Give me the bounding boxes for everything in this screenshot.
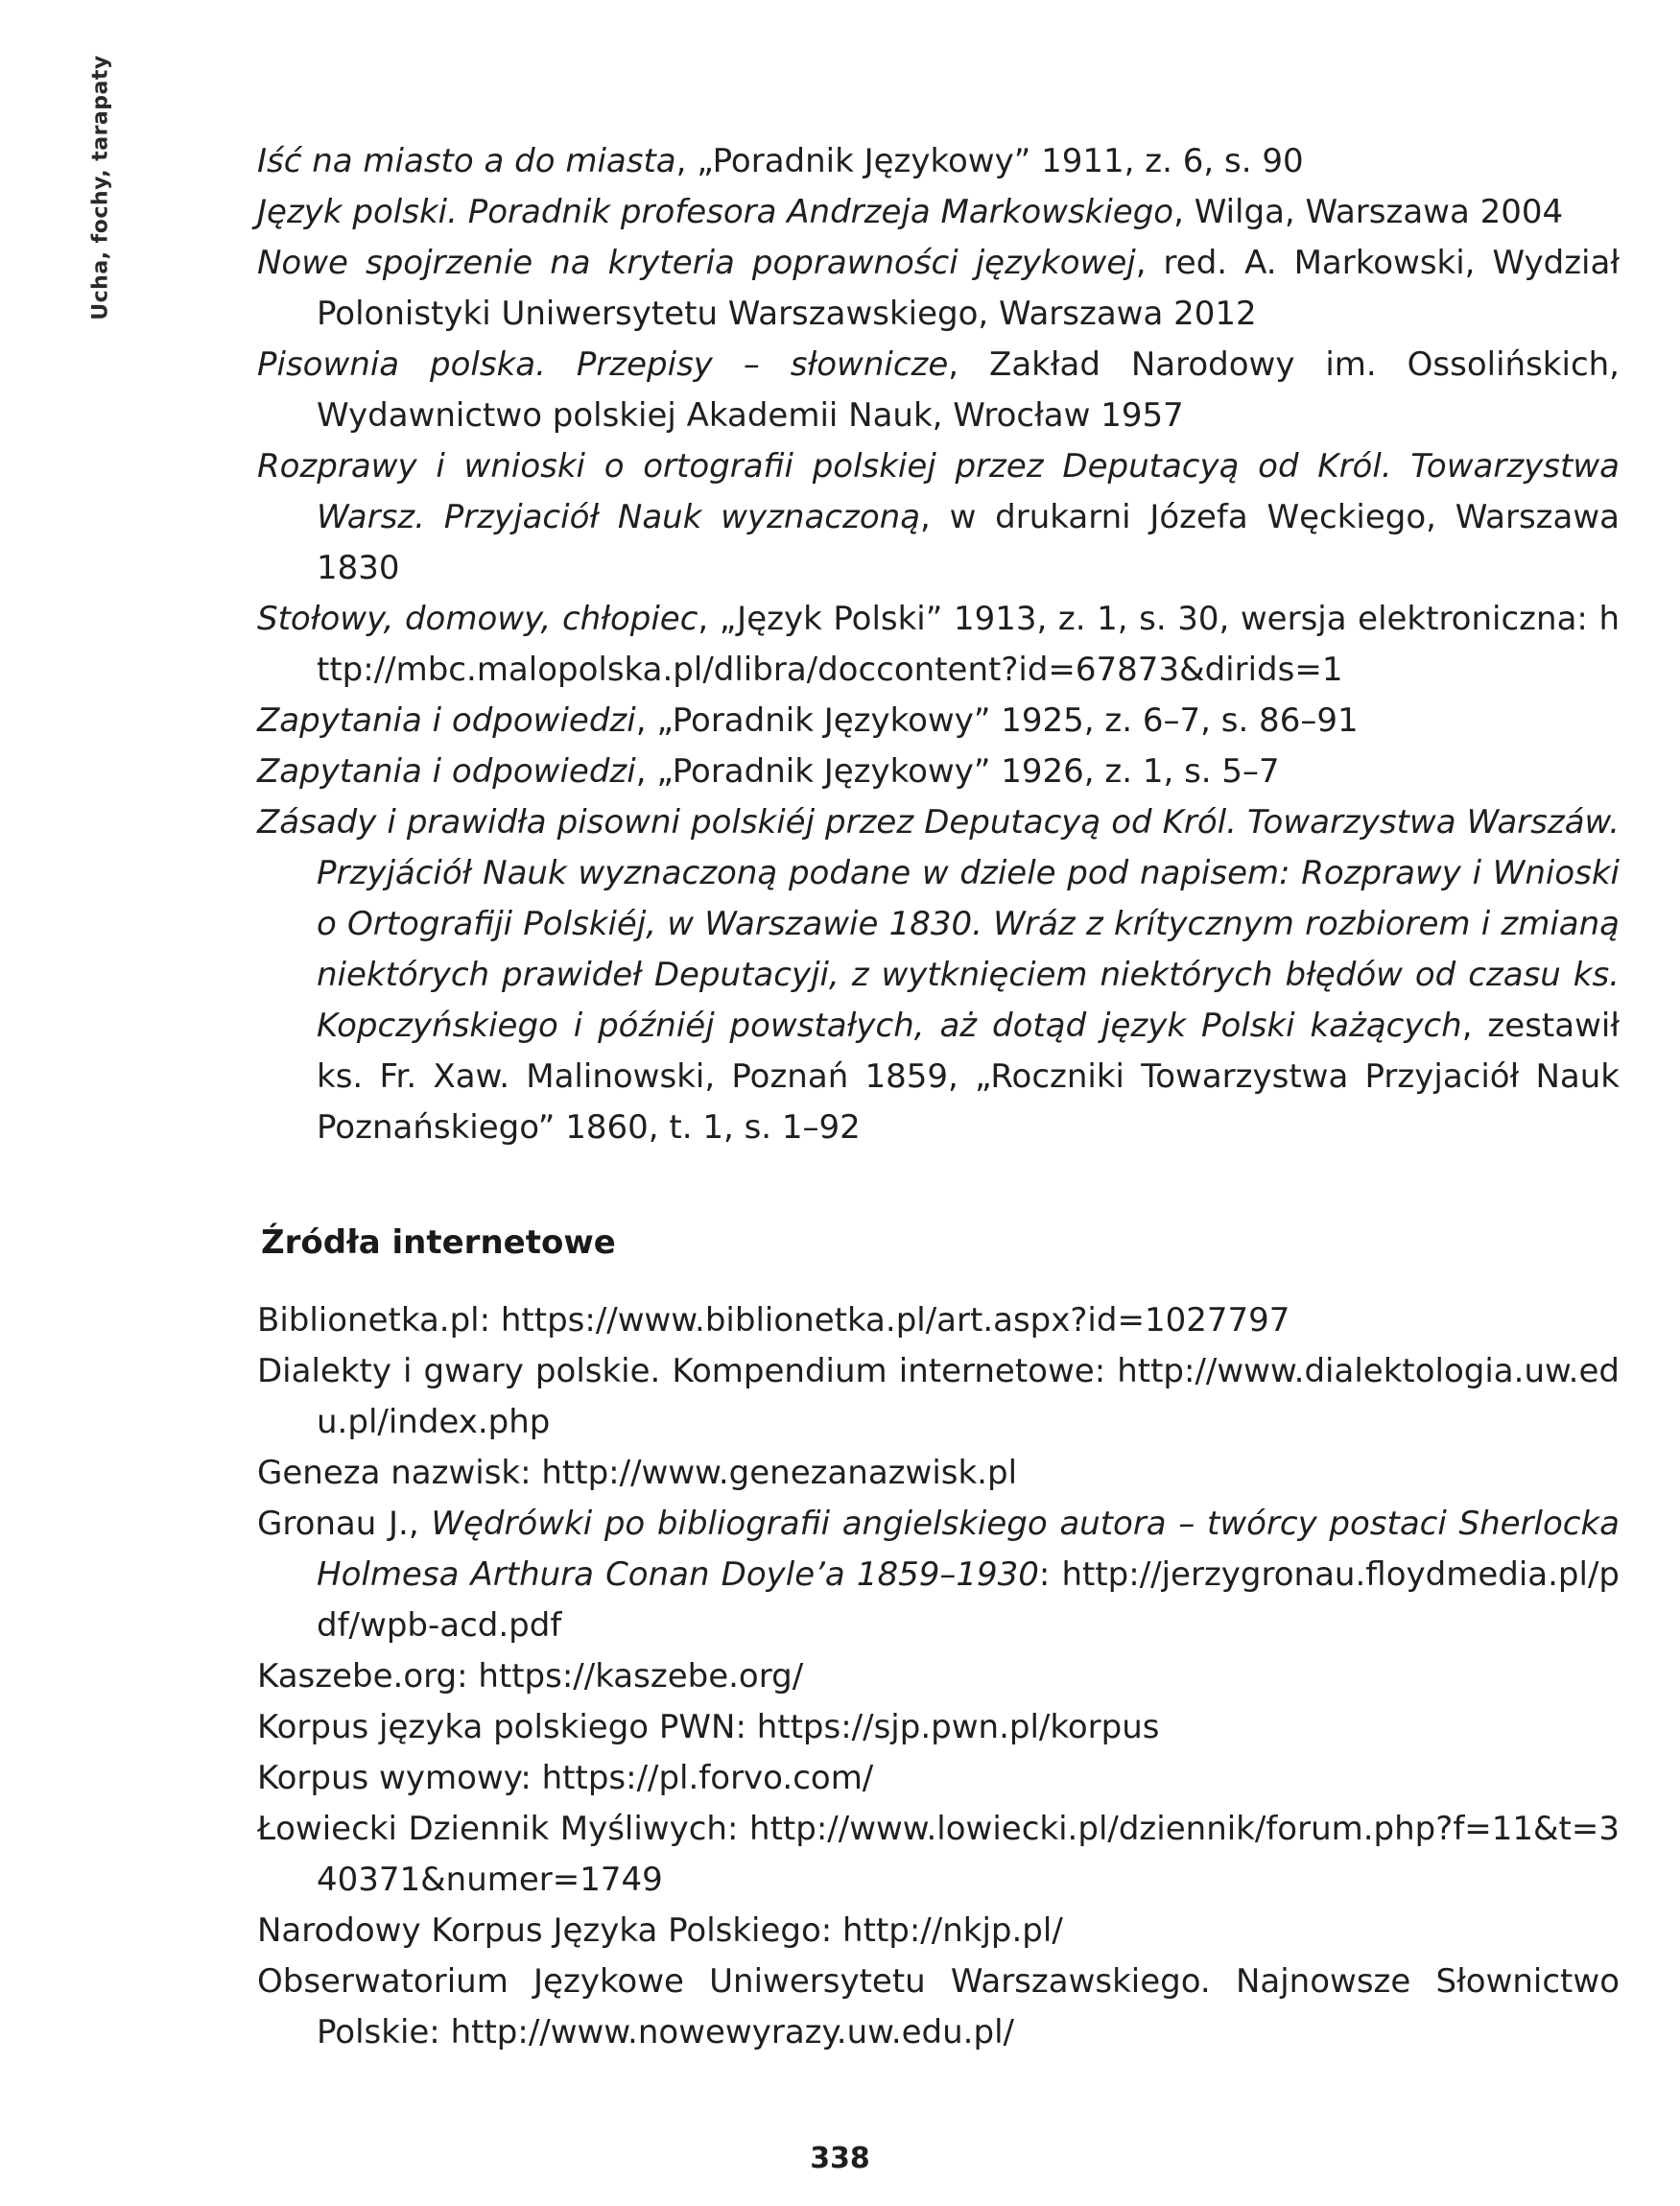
entry-text: Geneza nazwisk: http://www.genezanazwisk.pl [257,1454,1018,1492]
entry-details: , Zakład Narodowy im. Ossolińskich, Wydawnictwo polskiej Akademii Nauk, Wrocław 1957 [317,345,1620,435]
internet-source-entry [257,1651,1620,1702]
entry-text: Korpus wymowy: https://pl.forvo.com/ [257,1759,874,1797]
entry-details: , „Język Polski” 1913, z. 1, s. 30, wersja elektroniczna: http://mbc.malopolska.pl/dlibra/doccontent?id=67873&dirids=1 [317,600,1620,689]
internet-source-entry [257,1448,1620,1499]
entry-title: Zapytania i odpowiedzi [257,701,636,740]
entry-details: , „Poradnik Językowy” 1911, z. 6, s. 90 [675,142,1304,180]
entry-details: , „Poradnik Językowy” 1926, z. 1, s. 5–7 [635,752,1280,791]
bibliography-entry [257,136,1620,187]
internet-source-entry [257,1753,1620,1804]
entry-text: Biblionetka.pl: https://www.biblionetka.pl/art.aspx?id=1027797 [257,1301,1290,1340]
entry-title: Język polski. Poradnik profesora Andrzeja Markowskiego [257,193,1174,231]
entry-text: Korpus języka polskiego PWN: https://sjp.pwn.pl/korpus [257,1708,1160,1746]
internet-source-entry [257,1295,1620,1346]
entry-details: , red. A. Markowski, Wydział Polonistyki Uniwersytetu Warszawskiego, Warszawa 2012 [317,244,1621,333]
entry-details: , w drukarni Józefa Węckiego, Warszawa 1830 [317,498,1620,587]
section-heading-internet-sources: Źródła internetowe [261,1223,616,1262]
bibliography-entry [257,441,1620,594]
entry-url: : http://jerzygronau.floydmedia.pl/pdf/wpb-acd.pdf [317,1555,1620,1645]
entry-text: Obserwatorium Językowe Uniwersytetu Warszawskiego. Najnowsze Słownictwo Polskie: http://www.nowewyrazy.uw.edu.pl/ [257,1962,1620,2052]
entry-title: Nowe spojrzenie na kryteria poprawności językowej [257,244,1136,282]
entry-text: Kaszebe.org: https://kaszebe.org/ [257,1657,804,1696]
bibliography-entry [257,594,1620,696]
bibliography-entry [257,696,1620,747]
running-head [79,29,123,345]
entry-details: , „Poradnik Językowy” 1925, z. 6–7, s. 86–91 [635,701,1359,740]
entry-text: Narodowy Korpus Języka Polskiego: http://nkjp.pl/ [257,1911,1063,1950]
entry-title: Zásady i prawidła pisowni polskiéj przez Deputacyą od Król. Towarzystwa Warszáw. Przyjációł Nauk wyznaczoną podane w dziele pod napisem: Rozprawy i Wnioski o Ortografiji Polskiéj, w Warszawie 1830. Wráz z krítycznym rozbiorem i zmianą niektórych prawideł Deputacyji, z wytknięciem niektórych błędów od czasu ks. Kopczyńskiego i późniéj powstałych, aż dotąd język Polski każących [257,803,1620,1045]
entry-title: Zapytania i odpowiedzi [257,752,636,791]
bibliography-entry [257,187,1620,238]
entry-title: Stołowy, domowy, chłopiec [257,600,698,638]
running-head-text: Ucha, fochy, tarapaty [88,54,113,320]
internet-sources-list [257,1295,1620,2058]
internet-source-entry [257,1957,1620,2058]
entry-details: , zestawił ks. Fr. Xaw. Malinowski, Poznań 1859, „Roczniki Towarzystwa Przyjaciół Nauk Poznańskiego” 1860, t. 1, s. 1–92 [317,1007,1620,1147]
entry-text: Dialekty i gwary polskie. Kompendium internetowe: http://www.dialektologia.uw.edu.pl/index.php [257,1352,1620,1441]
internet-source-entry [257,1702,1620,1753]
bibliography-entry [257,797,1620,1153]
entry-details: , Wilga, Warszawa 2004 [1173,193,1564,231]
entry-text: Łowiecki Dziennik Myśliwych: http://www.lowiecki.pl/dziennik/forum.php?f=11&t=340371&numer=1749 [257,1810,1620,1899]
entry-text: Gronau J., [257,1505,432,1543]
internet-source-entry [257,1906,1620,1957]
entry-title: Wędrówki po bibliografii angielskiego autora – twórcy postaci Sherlocka Holmesa Arthura Conan Doyle’a 1859–1930 [317,1505,1621,1594]
internet-source-entry [257,1346,1620,1448]
internet-source-entry [257,1804,1620,1906]
print-sources-list [257,136,1620,1153]
bibliography-entry [257,747,1620,797]
page-number: 338 [810,2142,870,2175]
entry-title: Iść na miasto a do miasta [257,142,676,180]
bibliography-entry [257,238,1620,340]
bibliography-entry [257,340,1620,441]
internet-source-entry [257,1499,1620,1651]
entry-title: Pisownia polska. Przepisy – słownicze [257,345,949,384]
entry-title: Rozprawy i wnioski o ortografii polskiej przez Deputacyą od Król. Towarzystwa Warsz. Przyjaciół Nauk wyznaczoną [257,447,1620,536]
